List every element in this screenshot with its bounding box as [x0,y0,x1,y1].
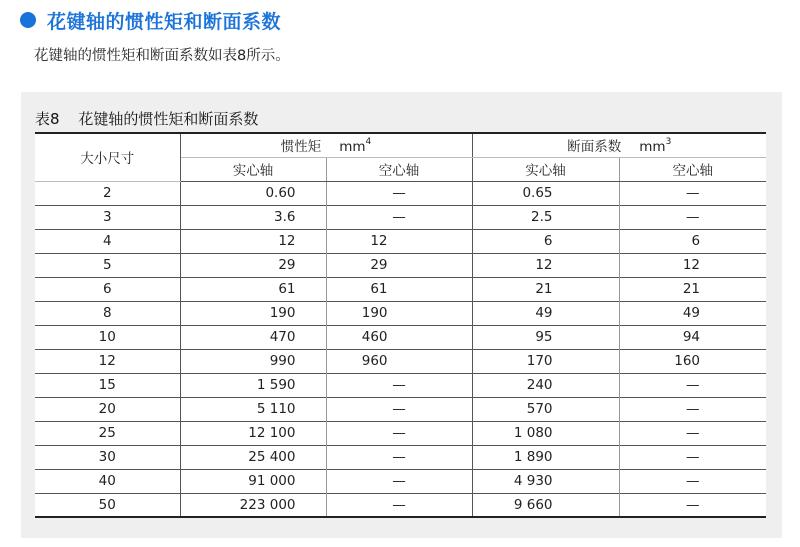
size-cell: 30 [35,445,180,469]
inertia-hollow-cell: — [326,445,472,469]
inertia-solid-cell: 223 000 [180,493,326,517]
table-row [35,493,766,517]
header-inertia-solid: 实心轴 [180,157,326,181]
table-row [35,205,766,229]
size-cell: 3 [35,205,180,229]
inertia-hollow-cell: — [326,373,472,397]
table-row [35,397,766,421]
inertia-hollow-cell: 61 [326,277,472,301]
inertia-hollow-cell: — [326,181,472,205]
section-solid-cell: 12 [472,253,619,277]
section-hollow-cell: 160 [619,349,766,373]
size-cell: 4 [35,229,180,253]
inertia-table [35,132,766,518]
inertia-solid-cell: 61 [180,277,326,301]
section-hollow-cell: 94 [619,325,766,349]
table-caption [35,108,258,129]
section-hollow-cell: — [619,205,766,229]
size-cell: 2 [35,181,180,205]
inertia-solid-cell: 1 590 [180,373,326,397]
inertia-hollow-cell: — [326,205,472,229]
section-hollow-cell: — [619,397,766,421]
header-inertia [180,133,472,157]
section-hollow-cell: — [619,445,766,469]
table-row [35,253,766,277]
table-caption-title: 花键轴的惯性矩和断面系数 [78,110,259,128]
size-cell: 40 [35,469,180,493]
table-row [35,325,766,349]
section-solid-cell: 170 [472,349,619,373]
inertia-solid-cell: 12 100 [180,421,326,445]
inertia-hollow-cell: 12 [326,229,472,253]
inertia-hollow-cell: 960 [326,349,472,373]
size-cell: 6 [35,277,180,301]
inertia-hollow-cell: 29 [326,253,472,277]
header-section-unit: $mm^3$ [639,137,672,156]
table-row [35,301,766,325]
inertia-solid-cell: 0.60 [180,181,326,205]
section-solid-cell: 9 660 [472,493,619,517]
table-row [35,373,766,397]
table-row [35,277,766,301]
size-cell: 50 [35,493,180,517]
inertia-hollow-cell: — [326,469,472,493]
section-heading [20,6,281,34]
size-cell: 25 [35,421,180,445]
table-row [35,469,766,493]
size-cell: 15 [35,373,180,397]
table-row [35,445,766,469]
inertia-hollow-cell: 460 [326,325,472,349]
table-caption-number: 表8 [35,110,60,128]
bullet-dot-icon [20,12,36,28]
section-hollow-cell: — [619,181,766,205]
header-section-label: 断面系数 [567,139,622,156]
section-hollow-cell: 49 [619,301,766,325]
inertia-solid-cell: 990 [180,349,326,373]
size-cell: 12 [35,349,180,373]
size-cell: 5 [35,253,180,277]
section-solid-cell: 0.65 [472,181,619,205]
header-section-hollow: 空心轴 [619,157,766,181]
table-body [35,181,766,517]
size-cell: 10 [35,325,180,349]
section-solid-cell: 1 080 [472,421,619,445]
header-inertia-unit: $mm^4$ [339,137,372,156]
inertia-hollow-cell: — [326,421,472,445]
section-hollow-cell: 6 [619,229,766,253]
table-row [35,229,766,253]
section-solid-cell: 4 930 [472,469,619,493]
section-solid-cell: 240 [472,373,619,397]
inertia-solid-cell: 3.6 [180,205,326,229]
inertia-solid-cell: 5 110 [180,397,326,421]
section-solid-cell: 21 [472,277,619,301]
header-section [472,133,766,157]
section-solid-cell: 1 890 [472,445,619,469]
section-hollow-cell: — [619,493,766,517]
size-cell: 8 [35,301,180,325]
section-hollow-cell: — [619,373,766,397]
inertia-solid-cell: 470 [180,325,326,349]
inertia-hollow-cell: 190 [326,301,472,325]
section-title: 花键轴的惯性矩和断面系数 [47,10,282,33]
size-cell: 20 [35,397,180,421]
inertia-hollow-cell: — [326,397,472,421]
intro-text: 花键轴的惯性矩和断面系数如表8所示。 [34,48,290,64]
inertia-solid-cell: 190 [180,301,326,325]
section-hollow-cell: 12 [619,253,766,277]
header-section-solid: 实心轴 [472,157,619,181]
header-inertia-hollow: 空心轴 [326,157,472,181]
section-hollow-cell: 21 [619,277,766,301]
inertia-solid-cell: 91 000 [180,469,326,493]
inertia-solid-cell: 29 [180,253,326,277]
section-solid-cell: 570 [472,397,619,421]
inertia-solid-cell: 25 400 [180,445,326,469]
section-hollow-cell: — [619,469,766,493]
inertia-hollow-cell: — [326,493,472,517]
header-size: 大小尺寸 [35,133,180,181]
section-hollow-cell: — [619,421,766,445]
header-inertia-label: 惯性矩 [280,139,322,156]
section-solid-cell: 95 [472,325,619,349]
section-solid-cell: 49 [472,301,619,325]
section-solid-cell: 6 [472,229,619,253]
table-row [35,349,766,373]
table-row [35,421,766,445]
section-solid-cell: 2.5 [472,205,619,229]
table-row [35,181,766,205]
inertia-solid-cell: 12 [180,229,326,253]
